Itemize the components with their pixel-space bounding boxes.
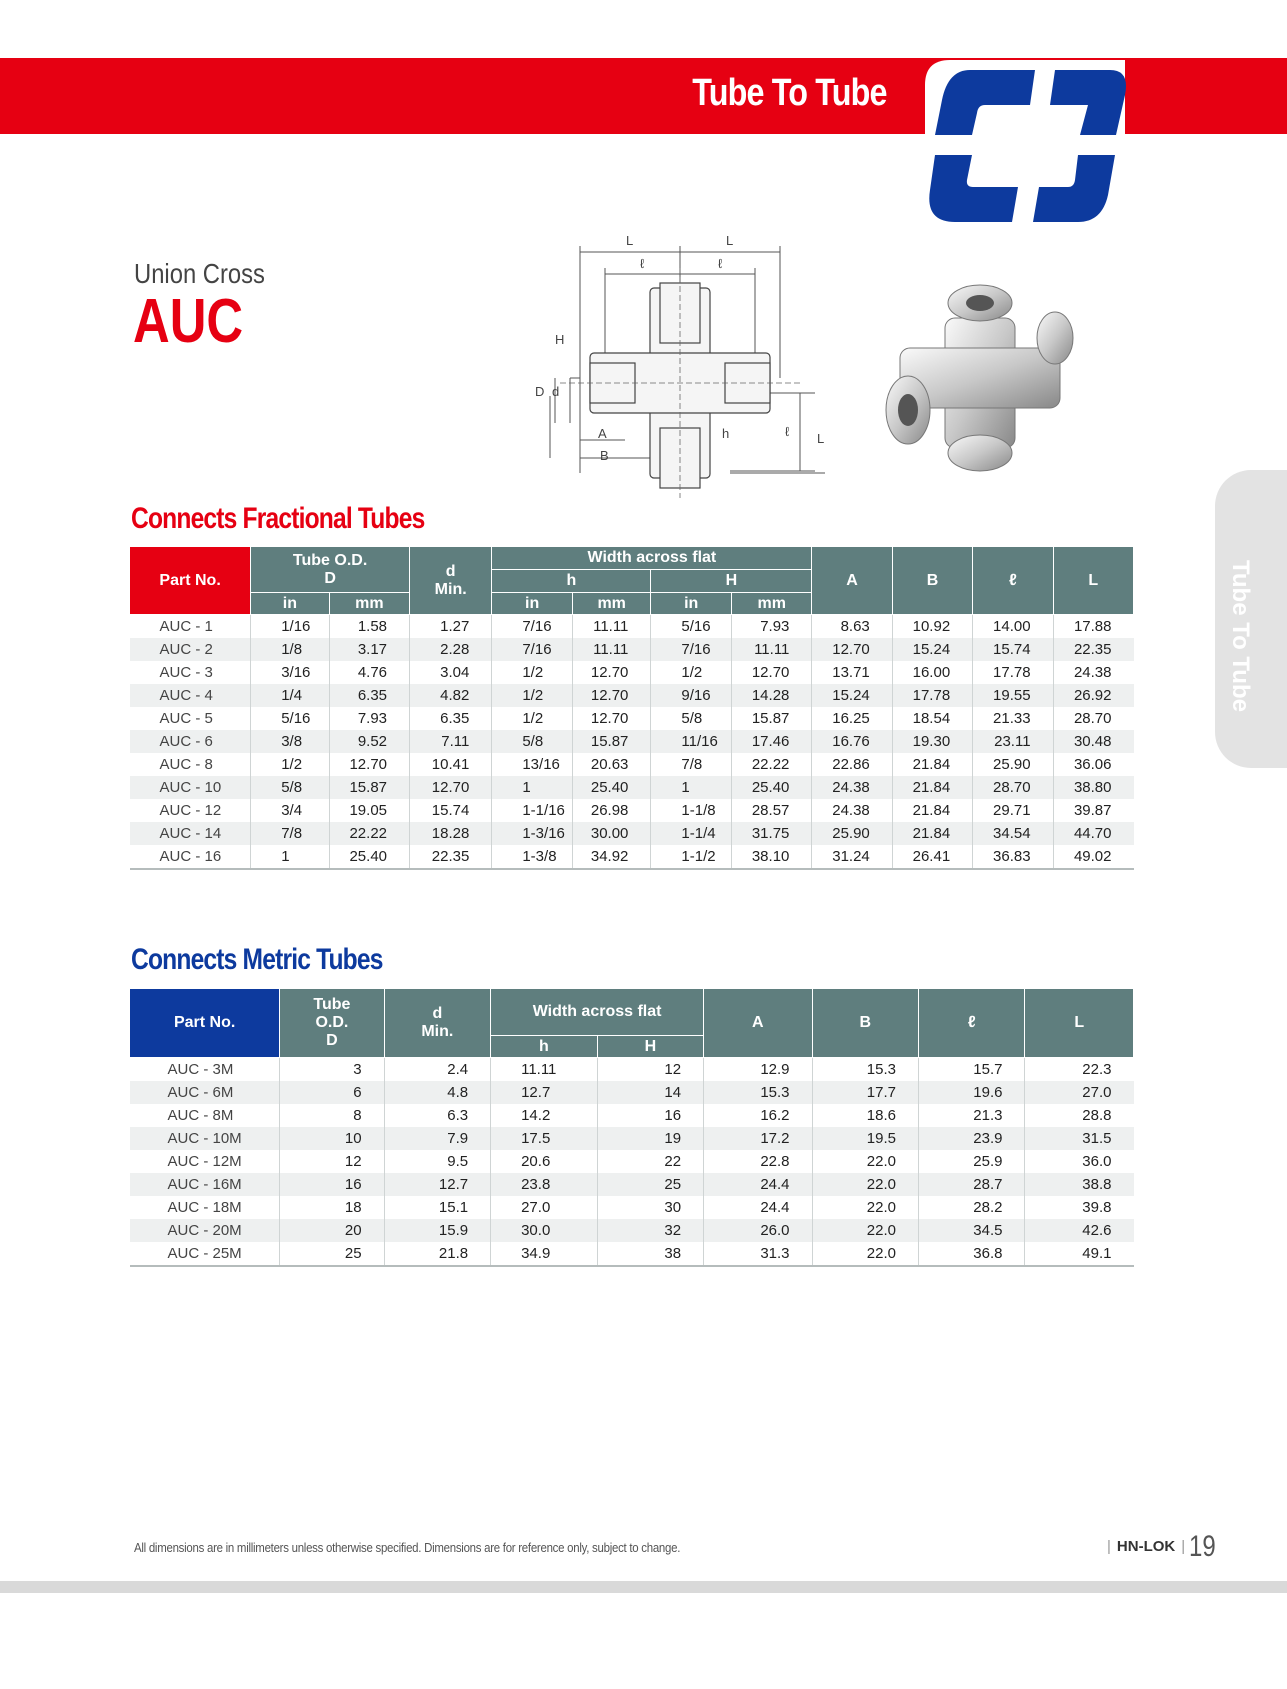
metric-section-title: Connects Metric Tubes xyxy=(131,943,383,976)
table-cell: 10.92 xyxy=(892,615,972,639)
table-row xyxy=(130,753,1134,776)
table-cell: 23.9 xyxy=(919,1127,1025,1150)
table-cell: 25.90 xyxy=(812,822,892,845)
technical-drawing xyxy=(530,228,830,508)
table-cell: 7.9 xyxy=(384,1127,490,1150)
table-cell: 24.38 xyxy=(812,799,892,822)
table-cell: 22.8 xyxy=(704,1150,812,1173)
footnote: All dimensions are in millimeters unless otherwise specified. Dimensions are for reference only, subject to change. xyxy=(134,1540,681,1555)
table-cell: 31.5 xyxy=(1025,1127,1134,1150)
table-cell: 15.74 xyxy=(410,799,492,822)
product-subtitle: Union Cross xyxy=(134,258,265,289)
table-cell: 1 xyxy=(492,776,573,799)
table-cell: 38.10 xyxy=(732,845,812,869)
table-cell: 8.63 xyxy=(812,615,892,639)
table-cell: 28.7 xyxy=(919,1173,1025,1196)
table-cell: 25 xyxy=(597,1173,703,1196)
od-sub: D xyxy=(326,1032,338,1049)
part-number-cell: AUC - 12M xyxy=(167,1153,242,1170)
table-cell: 3/8 xyxy=(251,730,329,753)
table-cell: 39.8 xyxy=(1025,1196,1134,1219)
col-A: A xyxy=(812,547,892,615)
table-cell: 22.22 xyxy=(329,822,409,845)
col-h-mm: mm xyxy=(572,593,650,615)
part-number-cell: AUC - 1 xyxy=(159,618,213,635)
table-row xyxy=(130,1196,1134,1219)
table-row xyxy=(130,1058,1134,1082)
part-number-cell: AUC - 8 xyxy=(159,756,213,773)
fractional-section-title: Connects Fractional Tubes xyxy=(131,502,425,535)
page-number: 19 xyxy=(1189,1530,1216,1563)
part-number-cell: AUC - 8M xyxy=(167,1107,234,1124)
tube-od-sub: D xyxy=(324,569,336,587)
od-label: O.D. xyxy=(315,1014,349,1031)
table-cell: 12.70 xyxy=(732,661,812,684)
table-cell: 17.88 xyxy=(1053,615,1133,639)
header-title: Tube To Tube xyxy=(692,72,887,114)
table-cell: 7.93 xyxy=(732,615,812,639)
table-row xyxy=(130,707,1134,730)
dim-L-left: L xyxy=(626,233,634,248)
table-cell: 29.71 xyxy=(973,799,1053,822)
table-cell: 12 xyxy=(597,1058,703,1082)
table-cell: 25.9 xyxy=(919,1150,1025,1173)
table-cell: 8 xyxy=(280,1104,384,1127)
table-cell: 26.0 xyxy=(704,1219,812,1242)
brand-name: HN-LOK xyxy=(1116,1538,1176,1555)
dim-l-right: ℓ xyxy=(718,256,723,271)
table-cell: 12.7 xyxy=(384,1173,490,1196)
d-sub: Min. xyxy=(421,1023,454,1040)
table-cell: 7/16 xyxy=(651,638,732,661)
table-cell: 14.00 xyxy=(973,615,1053,639)
table-cell: 38.80 xyxy=(1053,776,1133,799)
table-cell: 3 xyxy=(280,1058,384,1082)
table-cell: 1/2 xyxy=(251,753,329,776)
dim-l-left: ℓ xyxy=(640,256,645,271)
table-cell: 7/8 xyxy=(251,822,329,845)
table-cell: 2.4 xyxy=(384,1058,490,1082)
table-cell: 16.76 xyxy=(812,730,892,753)
table-cell: 14 xyxy=(597,1081,703,1104)
table-cell: 15.87 xyxy=(732,707,812,730)
table-row xyxy=(130,1104,1134,1127)
table-row xyxy=(130,776,1134,799)
dim-B: B xyxy=(600,448,609,463)
col-B: B xyxy=(892,547,972,615)
table-cell: 22.22 xyxy=(732,753,812,776)
table-cell: 22.86 xyxy=(812,753,892,776)
metric-table xyxy=(129,988,1134,1267)
part-number-cell: AUC - 3 xyxy=(159,664,213,681)
table-cell: 17.5 xyxy=(491,1127,598,1150)
table-cell: 34.9 xyxy=(491,1242,598,1266)
table-cell: 3.04 xyxy=(410,661,492,684)
table-cell: 16.00 xyxy=(892,661,972,684)
table-cell: 9.52 xyxy=(329,730,409,753)
part-number-cell: AUC - 3M xyxy=(167,1061,234,1078)
part-number-cell: AUC - 25M xyxy=(130,1242,280,1266)
table-cell: 30 xyxy=(597,1196,703,1219)
part-number-cell: AUC - 6 xyxy=(130,730,251,753)
col-H: H xyxy=(597,1036,703,1058)
table-cell: 15.87 xyxy=(572,730,650,753)
table-cell: 12.9 xyxy=(704,1058,812,1082)
table-cell: 4.8 xyxy=(384,1081,490,1104)
col-H-mm: mm xyxy=(732,593,812,615)
table-cell: 13.71 xyxy=(812,661,892,684)
col-A: A xyxy=(704,989,812,1058)
table-cell: 22.35 xyxy=(410,845,492,869)
table-cell: 38.8 xyxy=(1025,1173,1134,1196)
footer-brand: | HN-LOK | xyxy=(1107,1538,1186,1555)
table-cell: 5/8 xyxy=(492,730,573,753)
table-cell: 31.75 xyxy=(732,822,812,845)
table-cell: 17.78 xyxy=(892,684,972,707)
col-d xyxy=(384,989,490,1058)
table-cell: 1/2 xyxy=(492,661,573,684)
table-cell: 19 xyxy=(597,1127,703,1150)
part-number-cell: AUC - 4 xyxy=(130,684,251,707)
table-cell: 19.6 xyxy=(919,1081,1025,1104)
table-cell: 18.6 xyxy=(812,1104,918,1127)
table-cell: 1-1/4 xyxy=(651,822,732,845)
table-cell: 22 xyxy=(597,1150,703,1173)
table-cell: 20.6 xyxy=(491,1150,598,1173)
table-cell: 22.0 xyxy=(812,1150,918,1173)
part-number-cell: AUC - 2 xyxy=(130,638,251,661)
table-cell: 11.11 xyxy=(572,615,650,639)
table-row xyxy=(130,730,1134,753)
table-cell: 22.0 xyxy=(812,1242,918,1266)
table-row xyxy=(130,1219,1134,1242)
table-row xyxy=(130,822,1134,845)
table-cell: 12.70 xyxy=(572,707,650,730)
table-cell: 24.4 xyxy=(704,1173,812,1196)
table-cell: 3/4 xyxy=(251,799,329,822)
table-cell: 19.55 xyxy=(973,684,1053,707)
table-cell: 6.35 xyxy=(329,684,409,707)
table-cell: 25.90 xyxy=(973,753,1053,776)
table-row xyxy=(130,1081,1134,1104)
table-cell: 1-1/2 xyxy=(651,845,732,869)
table-cell: 20.63 xyxy=(572,753,650,776)
table-cell: 6 xyxy=(280,1081,384,1104)
table-cell: 11.11 xyxy=(572,638,650,661)
table-cell: 24.38 xyxy=(1053,661,1133,684)
table-cell: 23.11 xyxy=(973,730,1053,753)
table-cell: 39.87 xyxy=(1053,799,1133,822)
table-cell: 21.33 xyxy=(973,707,1053,730)
table-cell: 30.00 xyxy=(572,822,650,845)
table-cell: 25.40 xyxy=(329,845,409,869)
col-H-in: in xyxy=(651,593,732,615)
table-cell: 32 xyxy=(597,1219,703,1242)
table-cell: 18.28 xyxy=(410,822,492,845)
col-od-mm: mm xyxy=(329,593,409,615)
fractional-table xyxy=(129,546,1134,870)
table-cell: 34.5 xyxy=(919,1219,1025,1242)
table-cell: 22.35 xyxy=(1053,638,1133,661)
table-cell: 16 xyxy=(280,1173,384,1196)
table-cell: 9/16 xyxy=(651,684,732,707)
table-cell: 16 xyxy=(597,1104,703,1127)
table-cell: 1 xyxy=(251,845,329,869)
col-H: H xyxy=(651,570,812,593)
table-cell: 25.40 xyxy=(572,776,650,799)
table-cell: 7/8 xyxy=(651,753,732,776)
table-cell: 1-1/8 xyxy=(651,799,732,822)
table-cell: 36.8 xyxy=(919,1242,1025,1266)
tube-label: Tube xyxy=(313,996,351,1013)
table-cell: 28.2 xyxy=(919,1196,1025,1219)
table-cell: 15.1 xyxy=(384,1196,490,1219)
table-cell: 21.84 xyxy=(892,776,972,799)
table-cell: 7.11 xyxy=(410,730,492,753)
table-cell: 34.92 xyxy=(572,845,650,869)
table-cell: 28.57 xyxy=(732,799,812,822)
table-cell: 22.0 xyxy=(812,1196,918,1219)
table-cell: 22.0 xyxy=(812,1219,918,1242)
part-number-cell: AUC - 20M xyxy=(130,1219,280,1242)
table-cell: 15.24 xyxy=(892,638,972,661)
table-cell: 4.76 xyxy=(329,661,409,684)
table-row xyxy=(130,1127,1134,1150)
table-cell: 15.7 xyxy=(919,1058,1025,1082)
table-cell: 42.6 xyxy=(1025,1219,1134,1242)
table-cell: 36.83 xyxy=(973,845,1053,869)
col-part-no: Part No. xyxy=(130,547,251,615)
table-cell: 26.98 xyxy=(572,799,650,822)
table-cell: 10.41 xyxy=(410,753,492,776)
table-cell: 17.2 xyxy=(704,1127,812,1150)
col-tube-od xyxy=(251,547,410,593)
table-cell: 24.4 xyxy=(704,1196,812,1219)
table-cell: 1/2 xyxy=(492,707,573,730)
table-cell: 24.38 xyxy=(812,776,892,799)
table-cell: 14.2 xyxy=(491,1104,598,1127)
table-cell: 44.70 xyxy=(1053,822,1133,845)
part-number-cell: AUC - 12 xyxy=(159,802,222,819)
dim-A: A xyxy=(598,426,607,441)
side-tab-label: Tube To Tube xyxy=(1227,560,1254,712)
part-number-cell: AUC - 14 xyxy=(130,822,251,845)
table-cell: 18 xyxy=(280,1196,384,1219)
part-number-cell: AUC - 6M xyxy=(130,1081,280,1104)
table-cell: 18.54 xyxy=(892,707,972,730)
table-cell: 20 xyxy=(280,1219,384,1242)
table-cell: 9.5 xyxy=(384,1150,490,1173)
dim-H: H xyxy=(555,332,565,347)
table-cell: 7/16 xyxy=(492,615,573,639)
table-cell: 25 xyxy=(280,1242,384,1266)
table-cell: 25.40 xyxy=(732,776,812,799)
table-cell: 3.17 xyxy=(329,638,409,661)
col-h: h xyxy=(491,1036,598,1058)
table-row xyxy=(130,845,1134,869)
table-cell: 36.0 xyxy=(1025,1150,1134,1173)
table-cell: 26.92 xyxy=(1053,684,1133,707)
table-cell: 1/8 xyxy=(251,638,329,661)
col-h: h xyxy=(492,570,651,593)
dim-h: h xyxy=(722,426,730,441)
table-cell: 1 xyxy=(651,776,732,799)
table-cell: 15.24 xyxy=(812,684,892,707)
table-cell: 4.82 xyxy=(410,684,492,707)
d-label: d xyxy=(445,562,456,580)
col-width-across-flat: Width across flat xyxy=(492,547,812,570)
table-row xyxy=(130,1242,1134,1266)
table-cell: 10 xyxy=(280,1127,384,1150)
col-part-no: Part No. xyxy=(130,989,280,1058)
col-L: L xyxy=(1053,547,1133,615)
dim-l-vertical: ℓ xyxy=(785,424,790,439)
fractional-table-body xyxy=(130,615,1134,870)
table-cell: 1/4 xyxy=(251,684,329,707)
table-row xyxy=(130,684,1134,707)
table-row xyxy=(130,638,1134,661)
table-cell: 12 xyxy=(280,1150,384,1173)
table-cell: 30.48 xyxy=(1053,730,1133,753)
table-cell: 31.24 xyxy=(812,845,892,869)
bottom-bar xyxy=(0,1581,1287,1593)
table-cell: 15.74 xyxy=(973,638,1053,661)
table-cell: 21.84 xyxy=(892,753,972,776)
table-cell: 15.87 xyxy=(329,776,409,799)
table-cell: 21.84 xyxy=(892,822,972,845)
table-cell: 13/16 xyxy=(492,753,573,776)
table-cell: 26.41 xyxy=(892,845,972,869)
table-cell: 21.8 xyxy=(384,1242,490,1266)
table-cell: 23.8 xyxy=(491,1173,598,1196)
table-cell: 12.7 xyxy=(491,1081,598,1104)
table-cell: 28.8 xyxy=(1025,1104,1134,1127)
d-label: d xyxy=(432,1005,443,1022)
dim-D: D xyxy=(535,384,545,399)
table-cell: 21.84 xyxy=(892,799,972,822)
table-cell: 5/8 xyxy=(251,776,329,799)
col-l: ℓ xyxy=(919,989,1025,1058)
table-row xyxy=(130,1173,1134,1196)
table-cell: 14.28 xyxy=(732,684,812,707)
dim-d: d xyxy=(552,384,560,399)
part-number-cell: AUC - 10 xyxy=(130,776,251,799)
table-row xyxy=(130,799,1134,822)
table-cell: 28.70 xyxy=(1053,707,1133,730)
table-cell: 49.02 xyxy=(1053,845,1133,869)
table-cell: 7/16 xyxy=(492,638,573,661)
table-cell: 6.35 xyxy=(410,707,492,730)
table-cell: 30.0 xyxy=(491,1219,598,1242)
table-cell: 31.3 xyxy=(704,1242,812,1266)
table-cell: 28.70 xyxy=(973,776,1053,799)
table-cell: 1.27 xyxy=(410,615,492,639)
table-row xyxy=(130,1150,1134,1173)
col-l: ℓ xyxy=(973,547,1053,615)
part-number-cell: AUC - 18M xyxy=(167,1199,242,1216)
table-cell: 12.70 xyxy=(812,638,892,661)
table-row xyxy=(130,661,1134,684)
brand-logo-icon xyxy=(920,55,1130,240)
table-cell: 19.30 xyxy=(892,730,972,753)
table-cell: 19.5 xyxy=(812,1127,918,1150)
table-cell: 16.25 xyxy=(812,707,892,730)
tube-od-label: Tube O.D. xyxy=(292,551,368,569)
part-number-cell: AUC - 10M xyxy=(130,1127,280,1150)
col-tube-od xyxy=(280,989,384,1058)
table-cell: 1-3/16 xyxy=(492,822,573,845)
dim-L-vertical: L xyxy=(817,431,825,446)
product-photo-icon xyxy=(880,278,1080,478)
table-cell: 12.70 xyxy=(572,661,650,684)
table-cell: 15.3 xyxy=(704,1081,812,1104)
table-cell: 17.7 xyxy=(812,1081,918,1104)
dim-L-right: L xyxy=(726,233,734,248)
table-cell: 36.06 xyxy=(1053,753,1133,776)
table-cell: 22.3 xyxy=(1025,1058,1134,1082)
col-d xyxy=(410,547,492,615)
part-number-cell: AUC - 16M xyxy=(130,1173,280,1196)
table-cell: 15.3 xyxy=(812,1058,918,1082)
table-cell: 34.54 xyxy=(973,822,1053,845)
table-cell: 11.11 xyxy=(491,1058,598,1082)
col-width-across-flat: Width across flat xyxy=(491,989,704,1036)
table-cell: 5/16 xyxy=(251,707,329,730)
table-cell: 1-3/8 xyxy=(492,845,573,869)
table-cell: 5/8 xyxy=(651,707,732,730)
table-cell: 11.11 xyxy=(732,638,812,661)
table-cell: 6.3 xyxy=(384,1104,490,1127)
part-number-cell: AUC - 5 xyxy=(159,710,213,727)
table-cell: 22.0 xyxy=(812,1173,918,1196)
table-cell: 27.0 xyxy=(1025,1081,1134,1104)
table-cell: 1/2 xyxy=(651,661,732,684)
table-cell: 38 xyxy=(597,1242,703,1266)
table-cell: 12.70 xyxy=(572,684,650,707)
product-model: AUC xyxy=(133,287,244,356)
col-B: B xyxy=(812,989,918,1058)
table-cell: 17.78 xyxy=(973,661,1053,684)
table-cell: 3/16 xyxy=(251,661,329,684)
table-cell: 1/2 xyxy=(492,684,573,707)
table-cell: 2.28 xyxy=(410,638,492,661)
table-cell: 21.3 xyxy=(919,1104,1025,1127)
table-cell: 1-1/16 xyxy=(492,799,573,822)
table-cell: 11/16 xyxy=(651,730,732,753)
d-sub: Min. xyxy=(434,580,467,598)
table-cell: 17.46 xyxy=(732,730,812,753)
table-cell: 12.70 xyxy=(329,753,409,776)
table-cell: 7.93 xyxy=(329,707,409,730)
table-cell: 15.9 xyxy=(384,1219,490,1242)
table-cell: 27.0 xyxy=(491,1196,598,1219)
table-cell: 49.1 xyxy=(1025,1242,1134,1266)
table-cell: 1.58 xyxy=(329,615,409,639)
col-h-in: in xyxy=(492,593,573,615)
col-od-in: in xyxy=(251,593,329,615)
metric-table-body xyxy=(130,1058,1134,1267)
table-cell: 1/16 xyxy=(251,615,329,639)
col-L: L xyxy=(1025,989,1134,1058)
table-row xyxy=(130,615,1134,639)
table-cell: 19.05 xyxy=(329,799,409,822)
part-number-cell: AUC - 16 xyxy=(130,845,251,869)
table-cell: 12.70 xyxy=(410,776,492,799)
table-cell: 16.2 xyxy=(704,1104,812,1127)
table-cell: 5/16 xyxy=(651,615,732,639)
